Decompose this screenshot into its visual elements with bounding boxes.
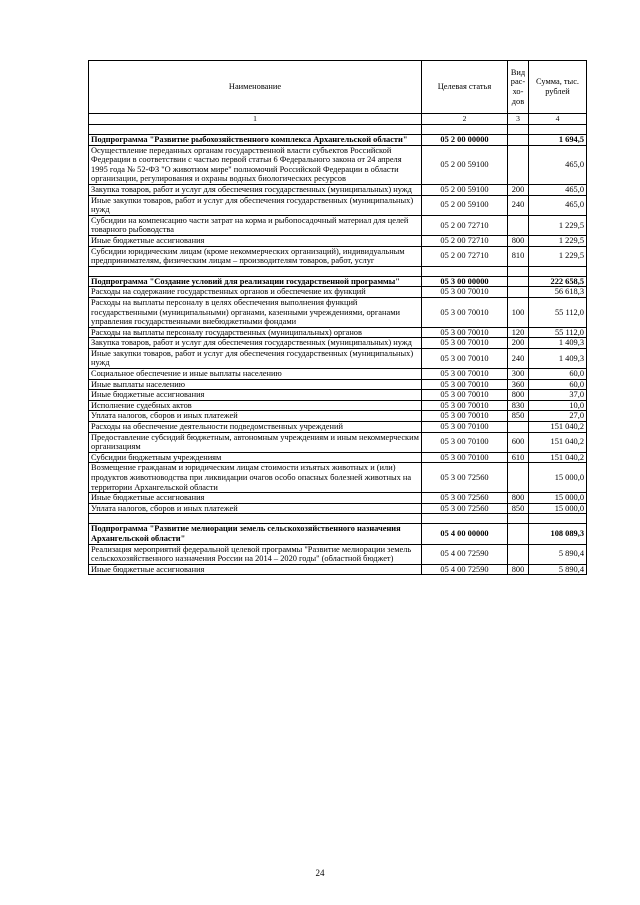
cell-sum: 151 040,2 <box>529 432 587 452</box>
cell-code: 05 3 00 72560 <box>422 503 508 514</box>
table-row <box>89 503 587 514</box>
table-row <box>89 195 587 215</box>
budget-table <box>88 60 587 575</box>
cell-name: Иные бюджетные ассигнования <box>89 493 422 504</box>
cell-name: Расходы на обеспечение деятельности подведомственных учреждений <box>89 422 422 433</box>
cell-code: 05 3 00 72560 <box>422 493 508 504</box>
table-row <box>89 338 587 349</box>
cell-code: 05 2 00 59100 <box>422 184 508 195</box>
cell-type: 600 <box>508 432 529 452</box>
header-name: Наименование <box>89 61 422 114</box>
subprogram-row <box>89 524 587 544</box>
cell-type <box>508 422 529 433</box>
cell-sum: 222 658,5 <box>529 276 587 287</box>
table-row <box>89 452 587 463</box>
cell-sum: 1 229,5 <box>529 235 587 246</box>
cell-name: Расходы на содержание государственных органов и обеспечение их функций <box>89 287 422 298</box>
spacer-row <box>89 125 587 135</box>
cell-code: 05 3 00 70010 <box>422 369 508 380</box>
cell-code: 05 2 00 00000 <box>422 135 508 146</box>
cell-type <box>508 145 529 184</box>
cell-type <box>508 215 529 235</box>
cell-name: Исполнение судебных актов <box>89 400 422 411</box>
cell-name: Расходы на выплаты персоналу государственных (муниципальных) органов <box>89 327 422 338</box>
cell-name: Реализация мероприятий федеральной целевой программы "Развитие мелиорации земель сельскохозяйственного назначения России на 2014 – 2020 годы" (областной бюджет) <box>89 544 422 564</box>
cell-code: 05 2 00 72710 <box>422 235 508 246</box>
cell-code: 05 4 00 72590 <box>422 564 508 575</box>
subprogram-row <box>89 135 587 146</box>
column-number-code: 2 <box>422 114 508 125</box>
table-row <box>89 235 587 246</box>
cell-name: Субсидии юридическим лицам (кроме некоммерческих организаций), индивидуальным предпринимателям, физическим лицам – производителям товаров, работ, услуг <box>89 246 422 266</box>
subprogram-row <box>89 276 587 287</box>
cell-type: 800 <box>508 235 529 246</box>
table-row <box>89 327 587 338</box>
cell-type: 610 <box>508 452 529 463</box>
cell-code: 05 3 00 70010 <box>422 400 508 411</box>
header-sum: Сумма, тыс. рублей <box>529 61 587 114</box>
empty-cell <box>529 514 587 524</box>
empty-cell <box>508 266 529 276</box>
empty-cell <box>529 266 587 276</box>
header-type: Вид рас-хо-дов <box>508 61 529 114</box>
cell-name: Иные закупки товаров, работ и услуг для обеспечения государственных (муниципальных) нужд <box>89 195 422 215</box>
cell-name: Закупка товаров, работ и услуг для обеспечения государственных (муниципальных) нужд <box>89 184 422 195</box>
cell-name: Социальное обеспечение и иные выплаты населению <box>89 369 422 380</box>
cell-sum: 27,0 <box>529 411 587 422</box>
cell-sum: 60,0 <box>529 369 587 380</box>
cell-name: Возмещение гражданам и юридическим лицам стоимости изъятых животных и (или) продуктов животноводства при ликвидации очагов особо опасных болезней животных на территории Архангельской области <box>89 463 422 493</box>
cell-type <box>508 544 529 564</box>
table-row <box>89 297 587 327</box>
cell-name: Предоставление субсидий бюджетным, автономным учреждениям и иным некоммерческим организациям <box>89 432 422 452</box>
cell-code: 05 3 00 70010 <box>422 327 508 338</box>
table-row <box>89 348 587 368</box>
empty-cell <box>529 125 587 135</box>
cell-type: 200 <box>508 184 529 195</box>
cell-code: 05 3 00 70100 <box>422 432 508 452</box>
cell-name: Осуществление переданных органам государственной власти субъектов Российской Федерации в соответствии с частью первой статьи 6 Федерального закона от 24 апреля 1995 года № 52-ФЗ "О животном мире" полномочий Российской Федерации в области организации, регулирования и охраны водных биологических ресурсов <box>89 145 422 184</box>
cell-sum: 1 694,5 <box>529 135 587 146</box>
cell-type <box>508 287 529 298</box>
column-number-row <box>89 114 587 125</box>
cell-code: 05 3 00 70010 <box>422 287 508 298</box>
cell-code: 05 3 00 70010 <box>422 297 508 327</box>
cell-sum: 1 409,3 <box>529 338 587 349</box>
spacer-row <box>89 266 587 276</box>
cell-sum: 56 618,3 <box>529 287 587 298</box>
table-row <box>89 400 587 411</box>
page-number: 24 <box>315 868 325 878</box>
cell-code: 05 3 00 70010 <box>422 338 508 349</box>
cell-type: 100 <box>508 297 529 327</box>
cell-type: 360 <box>508 379 529 390</box>
empty-cell <box>422 125 508 135</box>
cell-sum: 1 409,3 <box>529 348 587 368</box>
cell-name: Уплата налогов, сборов и иных платежей <box>89 503 422 514</box>
cell-name: Иные выплаты населению <box>89 379 422 390</box>
column-number-sum: 4 <box>529 114 587 125</box>
cell-type <box>508 463 529 493</box>
cell-sum: 15 000,0 <box>529 493 587 504</box>
cell-code: 05 3 00 70010 <box>422 390 508 401</box>
table-row <box>89 432 587 452</box>
cell-type: 200 <box>508 338 529 349</box>
empty-cell <box>422 514 508 524</box>
column-number-name: 1 <box>89 114 422 125</box>
empty-cell <box>508 125 529 135</box>
cell-type: 800 <box>508 564 529 575</box>
cell-sum: 5 890,4 <box>529 544 587 564</box>
cell-sum: 37,0 <box>529 390 587 401</box>
cell-sum: 465,0 <box>529 195 587 215</box>
cell-code: 05 3 00 72560 <box>422 463 508 493</box>
cell-type: 850 <box>508 411 529 422</box>
empty-cell <box>89 266 422 276</box>
table-row <box>89 379 587 390</box>
table-row <box>89 564 587 575</box>
table-row <box>89 287 587 298</box>
cell-code: 05 2 00 72710 <box>422 246 508 266</box>
table-row <box>89 390 587 401</box>
cell-code: 05 2 00 59100 <box>422 195 508 215</box>
cell-type: 810 <box>508 246 529 266</box>
cell-code: 05 3 00 70100 <box>422 452 508 463</box>
cell-type: 240 <box>508 348 529 368</box>
cell-code: 05 4 00 72590 <box>422 544 508 564</box>
cell-sum: 1 229,5 <box>529 215 587 235</box>
cell-sum: 151 040,2 <box>529 422 587 433</box>
header-code: Целевая статья <box>422 61 508 114</box>
empty-cell <box>508 514 529 524</box>
cell-sum: 15 000,0 <box>529 503 587 514</box>
cell-name: Закупка товаров, работ и услуг для обеспечения государственных (муниципальных) нужд <box>89 338 422 349</box>
cell-type: 800 <box>508 390 529 401</box>
cell-code: 05 3 00 70010 <box>422 411 508 422</box>
cell-type: 830 <box>508 400 529 411</box>
cell-type: 850 <box>508 503 529 514</box>
cell-name: Подпрограмма "Создание условий для реализации государственной программы" <box>89 276 422 287</box>
table-row <box>89 493 587 504</box>
spacer-row <box>89 514 587 524</box>
table-row <box>89 369 587 380</box>
cell-code: 05 2 00 72710 <box>422 215 508 235</box>
cell-name: Иные бюджетные ассигнования <box>89 564 422 575</box>
cell-type: 800 <box>508 493 529 504</box>
cell-code: 05 4 00 00000 <box>422 524 508 544</box>
cell-name: Уплата налогов, сборов и иных платежей <box>89 411 422 422</box>
empty-cell <box>89 125 422 135</box>
cell-name: Подпрограмма "Развитие мелиорации земель сельскохозяйственного назначения Архангельской области" <box>89 524 422 544</box>
cell-code: 05 3 00 70010 <box>422 348 508 368</box>
cell-sum: 465,0 <box>529 145 587 184</box>
empty-cell <box>89 514 422 524</box>
cell-code: 05 3 00 70100 <box>422 422 508 433</box>
cell-type <box>508 135 529 146</box>
cell-sum: 10,0 <box>529 400 587 411</box>
cell-sum: 465,0 <box>529 184 587 195</box>
table-row <box>89 411 587 422</box>
cell-name: Расходы на выплаты персоналу в целях обеспечения выполнения функций государственными (муниципальными) органами, казенными учреждениями, органами управления государственными внебюджетными фондами <box>89 297 422 327</box>
cell-sum: 5 890,4 <box>529 564 587 575</box>
cell-code: 05 3 00 00000 <box>422 276 508 287</box>
table-header-row <box>89 61 587 114</box>
cell-name: Субсидии бюджетным учреждениям <box>89 452 422 463</box>
table-body <box>89 125 587 575</box>
cell-code: 05 3 00 70010 <box>422 379 508 390</box>
cell-name: Иные бюджетные ассигнования <box>89 390 422 401</box>
cell-sum: 1 229,5 <box>529 246 587 266</box>
table-row <box>89 463 587 493</box>
table-row <box>89 246 587 266</box>
cell-name: Подпрограмма "Развитие рыбохозяйственного комплекса Архангельской области" <box>89 135 422 146</box>
column-number-type: 3 <box>508 114 529 125</box>
cell-type <box>508 276 529 287</box>
table-row <box>89 145 587 184</box>
table-row <box>89 215 587 235</box>
cell-sum: 55 112,0 <box>529 327 587 338</box>
cell-name: Иные закупки товаров, работ и услуг для обеспечения государственных (муниципальных) нужд <box>89 348 422 368</box>
cell-name: Иные бюджетные ассигнования <box>89 235 422 246</box>
cell-sum: 55 112,0 <box>529 297 587 327</box>
cell-type: 120 <box>508 327 529 338</box>
cell-code: 05 2 00 59100 <box>422 145 508 184</box>
cell-name: Субсидии на компенсацию части затрат на корма и рыбопосадочный материал для целей товарного рыбоводства <box>89 215 422 235</box>
cell-sum: 15 000,0 <box>529 463 587 493</box>
cell-type: 240 <box>508 195 529 215</box>
cell-type: 300 <box>508 369 529 380</box>
table-row <box>89 422 587 433</box>
empty-cell <box>422 266 508 276</box>
cell-sum: 60,0 <box>529 379 587 390</box>
table-row <box>89 184 587 195</box>
cell-sum: 108 089,3 <box>529 524 587 544</box>
table-row <box>89 544 587 564</box>
cell-sum: 151 040,2 <box>529 452 587 463</box>
cell-type <box>508 524 529 544</box>
